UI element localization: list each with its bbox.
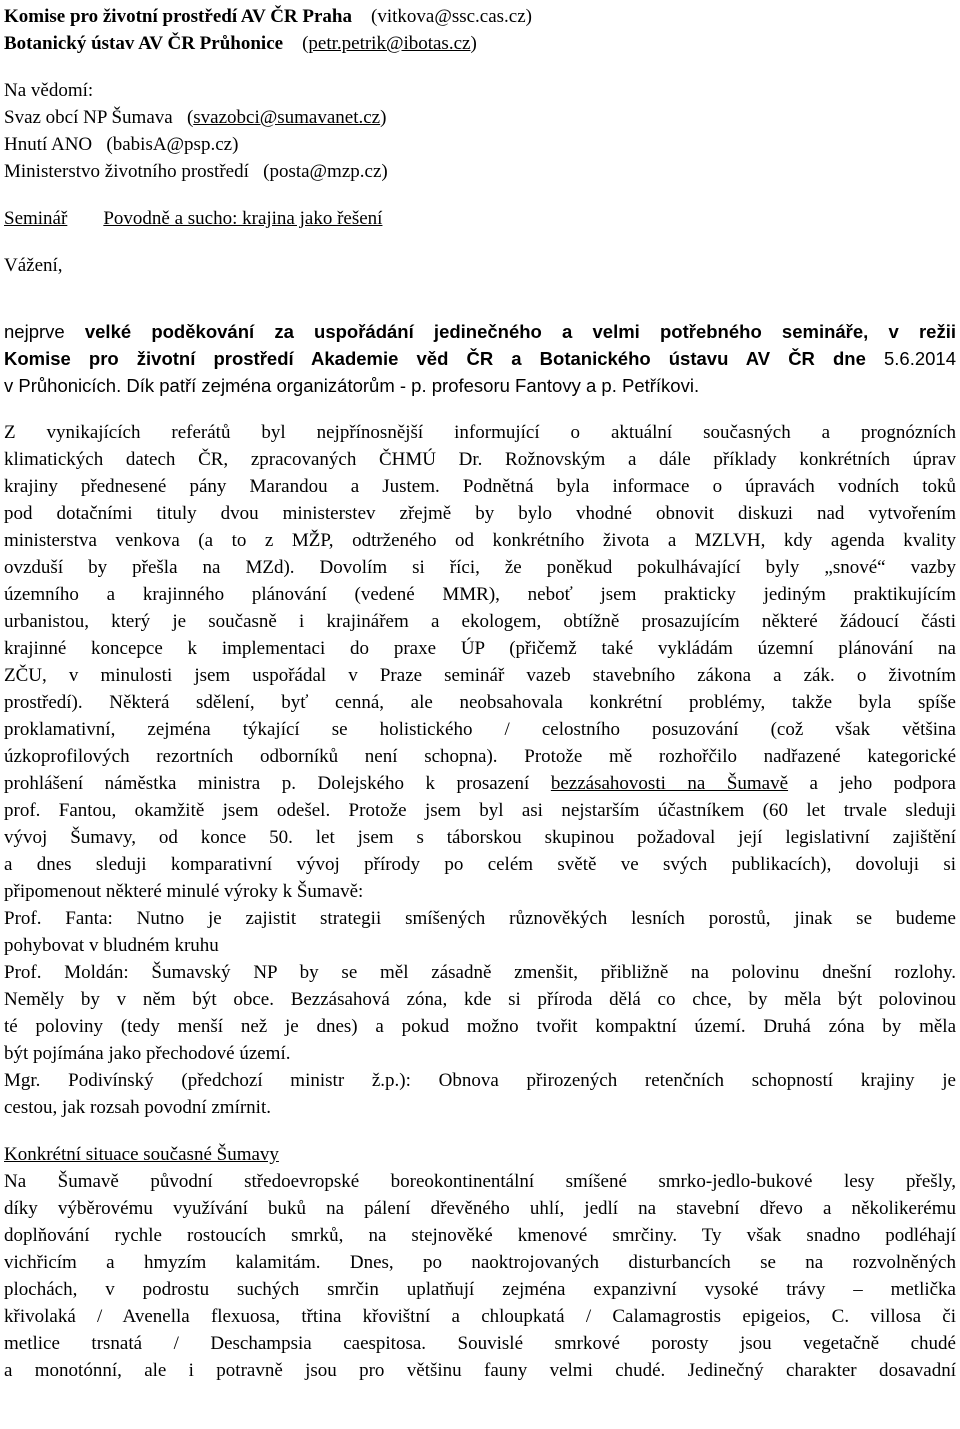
recipient-org: Komise pro životní prostředí AV ČR Praha [4,6,352,27]
body-line: krajiny přednesené pány Marandou a Justem. Podnětná byla informace o úpravách vodních toků [4,476,956,497]
quote-line: Prof. Fanta: Nutno je zajistit strategii smíšených různověkých lesních porostů, jinak se budeme [4,908,956,929]
cc-item: Svaz obcí NP Šumava (svazobci@sumavanet.cz) [4,107,387,128]
body-line: územního a krajinného plánování (vedené MMR), neboť jsem prakticky jediným praktikujícím [4,584,956,605]
intro-line: Komise pro životní prostředí Akademie věd ČR a Botanického ústavu AV ČR dne 5.6.2014 [4,348,956,369]
recipient-email: (vitkova@ssc.cas.cz) [371,6,532,27]
email-link[interactable]: svazobci@sumavanet.cz [193,107,381,128]
seminar-line [4,205,956,232]
cc-item: Ministerstvo životního prostředí (posta@mzp.cz) [4,161,388,182]
body-line: klimatických datech ČR, zpracovaných ČHMÚ Dr. Rožnovským a dále příklady konkrétních úprav [4,449,956,470]
quote-line: té poloviny (tedy menší než je dnes) a pokud možno tvořit kompaktní území. Druhá zóna by měla [4,1016,956,1037]
body-line: vývoj Šumavy, od konce 50. let jsem s táborskou skupinou požadoval její legislativní zajištění [4,827,956,848]
body-line: ministerstva venkova (a to z MŽP, odtrženého od konkrétního života a MZLVH, kdy agenda kvality [4,530,956,551]
seminar-label: Seminář [4,208,68,229]
cc-item: Hnutí ANO (babisA@psp.cz) [4,134,239,155]
section-line: metlice trsnatá / Deschampsia caespitosa. Souvislé smrkové porosty jsou vegetačně chudé [4,1333,956,1354]
recipient-line-1 [4,3,956,30]
letter-page [4,3,956,1384]
section-line: vichřicím a hmyzím kalamitám. Dnes, po naoktrojovaných disturbancích se na rozvolněných [4,1252,956,1273]
underlined-phrase: bezzásahovosti na Šumavě [550,773,789,794]
cc-label: Na vědomí: [4,80,94,101]
section-heading: Konkrétní situace současné Šumavy [4,1144,279,1165]
body-line: Z vynikajících referátů byl nejpřínosnější informující o aktuální současných a prognózních [4,422,956,443]
body-line: prohlášení náměstka ministra p. Dolejského k prosazení bezzásahovosti na Šumavě a jeho podpora [4,773,956,794]
body-line: ovzduší by přešla na MZd). Dovolím si říci, že poněkud pokulhávající byly „snové“ vazby [4,557,956,578]
intro-line: v Průhonicích. Dík patří zejména organizátorům - p. profesoru Fantovy a p. Petříkovi. [4,375,700,396]
email-link[interactable]: petr.petrik@ibotas.cz [308,33,471,54]
body-line: ZČU, v minulosti jsem uspořádal v Praze seminář vazeb stavebního zákona a zák. o životním [4,665,956,686]
intro-line: nejprve velké poděkování za uspořádání jedinečného a velmi potřebného semináře, v režii [4,321,956,342]
quote-line: cestou, jak rozsah povodní zmírnit. [4,1097,271,1118]
recipient-org: Botanický ústav AV ČR Průhonice [4,33,284,54]
section-line: plochách, v podrostu suchých smrčin uplatňují zejména expanzivní vysoké trávy – metlička [4,1279,956,1300]
body-line: a dnes sleduji komparativní vývoj přírody po celém světě ve svých publikacích), dovoluji si [4,854,956,875]
quote-line: pohybovat v bludném kruhu [4,935,219,956]
body-line: proklamativní, zejména týkající se holistického / celostního posuzování (což však většina [4,719,956,740]
salutation: Vážení, [4,255,63,276]
section-line: doplňování rychle rostoucích smrků, na stejnověké kmenové smrčiny. Ty však snadno podléhají [4,1225,956,1246]
body-line: urbanistou, který je současně i krajinářem a ekologem, obtížně prosazujícím některé žádoucí části [4,611,956,632]
body-line: připomenout některé minulé výroky k Šumavě: [4,881,364,902]
section-line: díky výběrovému využívání buků na pálení dřevěného uhlí, jedlí na stavební dřevo a několikerému [4,1198,956,1219]
body-line: pod dotačními tituly dvou ministerstev zřejmě by bylo vhodné obnovit diskuzi nad vytvořením [4,503,956,524]
body-line: prostředí). Některá sdělení, byť cenná, ale neobsahovala konkrétní problémy, takže byla spíše [4,692,956,713]
quote-line: Mgr. Podivínský (předchozí ministr ž.p.): Obnova přirozených retenčních schopností krajiny je [4,1070,956,1091]
recipient-line-2: Botanický ústav AV ČR Průhonice (petr.petrik@ibotas.cz) [4,33,477,54]
quote-line: být pojímána jako přechodové území. [4,1043,291,1064]
section-line: Na Šumavě původní středoevropské boreokontinentální smíšené smrko-jedlo-bukové lesy přešly, [4,1171,956,1192]
section-line: křivolaká / Avenella flexuosa, třtina křovištní a chloupkatá / Calamagrostis epigeios, C. villosa či [4,1306,956,1327]
body-line: úzkoprofilových rezortních odborníků není schopna). Protože mě rozhořčilo nadřazené kategorické [4,746,956,767]
quote-line: Prof. Moldán: Šumavský NP by se měl zásadně zmenšit, přibližně na polovinu dnešní rozlohy. [4,962,956,983]
section-line: a monotónní, ale i potravně jsou pro většinu fauny velmi chudé. Jedinečný charakter dosavadní [4,1360,956,1381]
quote-line: Neměly by v něm být obce. Bezzásahová zóna, kde si příroda dělá co chce, by měla být polovinou [4,989,956,1010]
seminar-title: Povodně a sucho: krajina jako řešení [103,208,383,229]
body-line: krajinné koncepce k implementaci do praxe ÚP (přičemž také vykládám územní plánování na [4,638,956,659]
body-line: prof. Fantou, okamžitě jsem odešel. Protože jsem byl asi nejstarším účastníkem (60 let trvale sleduji [4,800,956,821]
